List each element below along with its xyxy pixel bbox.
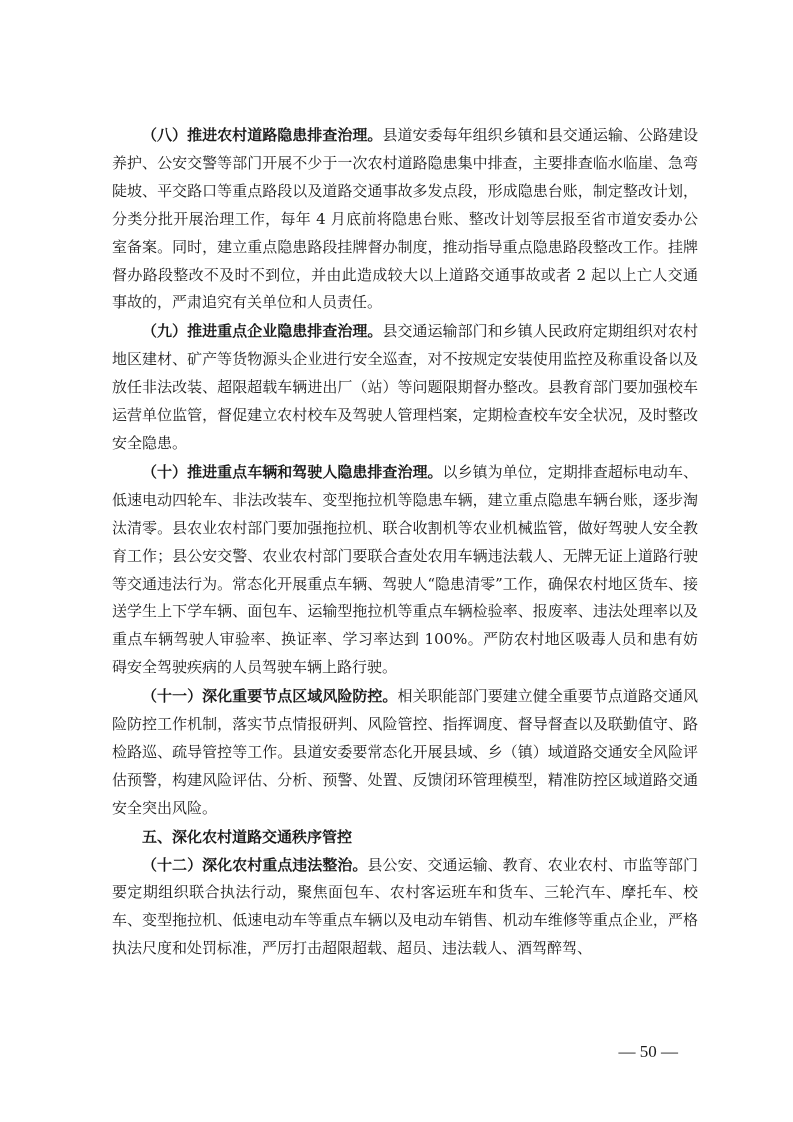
paragraph-lead: （十一）深化重要节点区域风险防控。 (142, 687, 398, 706)
paragraph-10 (112, 459, 698, 682)
document-body (112, 122, 698, 964)
paragraph-12 (112, 852, 698, 964)
paragraph-lead: （十）推进重点车辆和驾驶人隐患排查治理。 (142, 462, 443, 481)
page-number: — 50 — (618, 1042, 678, 1061)
paragraph-lead: （八）推进农村道路隐患排查治理。 (142, 126, 383, 144)
paragraph-body: 县交通运输部门和乡镇人民政府定期组织对农村地区建材、矿产等货物源头企业进行安全巡查，对不按规定安装使用监控及称重设备以及放任非法改装、超限超载车辆进出厂（站）等问题限期督办整改。县教育部门要加强校车运营单位监管，督促建立农村校车及驾驶人管理档案，定期检查校车安全状况，及时整改安全隐患。 (112, 322, 698, 452)
paragraph-lead: （十二）深化农村重点违法整治。 (142, 855, 368, 874)
paragraph-11 (112, 683, 698, 823)
paragraph-body: 县道安委每年组织乡镇和县交通运输、公路建设养护、公安交警等部门开展不少于一次农村道路隐患集中排查，主要排查临水临崖、急弯陡坡、平交路口等重点路段以及道路交通事故多发点段，形成隐患台账，制定整改计划，分类分批开展治理工作，每年 4 月底前将隐患台账、整改计划等层报至省市道安委办公室备案。同时，建立重点隐患路段挂牌督办制度，推动指导重点隐患路段整改工作。挂牌督办路段整改不及时不到位，并由此造成较大以上道路交通事故或者 2 起以上亡人交通事故的，严肃追究有关单位和人员责任。 (112, 126, 698, 312)
paragraph-8 (112, 122, 698, 317)
section-heading: 五、深化农村道路交通秩序管控 (142, 827, 353, 846)
paragraph-body: 相关职能部门要建立健全重要节点道路交通风险防控工作机制，落实节点情报研判、风险管控、指挥调度、督导督查以及联勤值守、路检路巡、疏导管控等工作。县道安委要常态化开展县域、乡（镇）域道路交通安全风险评估预警，构建风险评估、分析、预警、处置、反馈闭环管理模型，精准防控区域道路交通安全突出风险。 (112, 687, 698, 817)
paragraph-9 (112, 318, 698, 458)
paragraph-lead: （九）推进重点企业隐患排查治理。 (142, 322, 383, 341)
paragraph-body: 以乡镇为单位，定期排查超标电动车、低速电动四轮车、非法改装车、变型拖拉机等隐患车辆，建立重点隐患车辆台账，逐步淘汰清零。县农业农村部门要加强拖拉机、联合收割机等农业机械监管，做好驾驶人安全教育工作；县公安交警、农业农村部门要联合查处农用车辆违法载人、无牌无证上道路行驶等交通违法行为。常态化开展重点车辆、驾驶人“隐患清零”工作，确保农村地区货车、接送学生上下学车辆、面包车、运输型拖拉机等重点车辆检验率、报废率、违法处理率以及重点车辆驾驶人审验率、换证率、学习率达到 100%。严防农村地区吸毒人员和患有妨碍安全驾驶疾病的人员驾驶车辆上路行驶。 (112, 462, 698, 677)
paragraph-body: 县公安、交通运输、教育、农业农村、市监等部门要定期组织联合执法行动，聚焦面包车、农村客运班车和货车、三轮汽车、摩托车、校车、变型拖拉机、低速电动车等重点车辆以及电动车销售、机动车维修等重点企业，严格执法尺度和处罚标准，严厉打击超限超载、超员、违法载人、酒驾醉驾、 (112, 855, 698, 958)
